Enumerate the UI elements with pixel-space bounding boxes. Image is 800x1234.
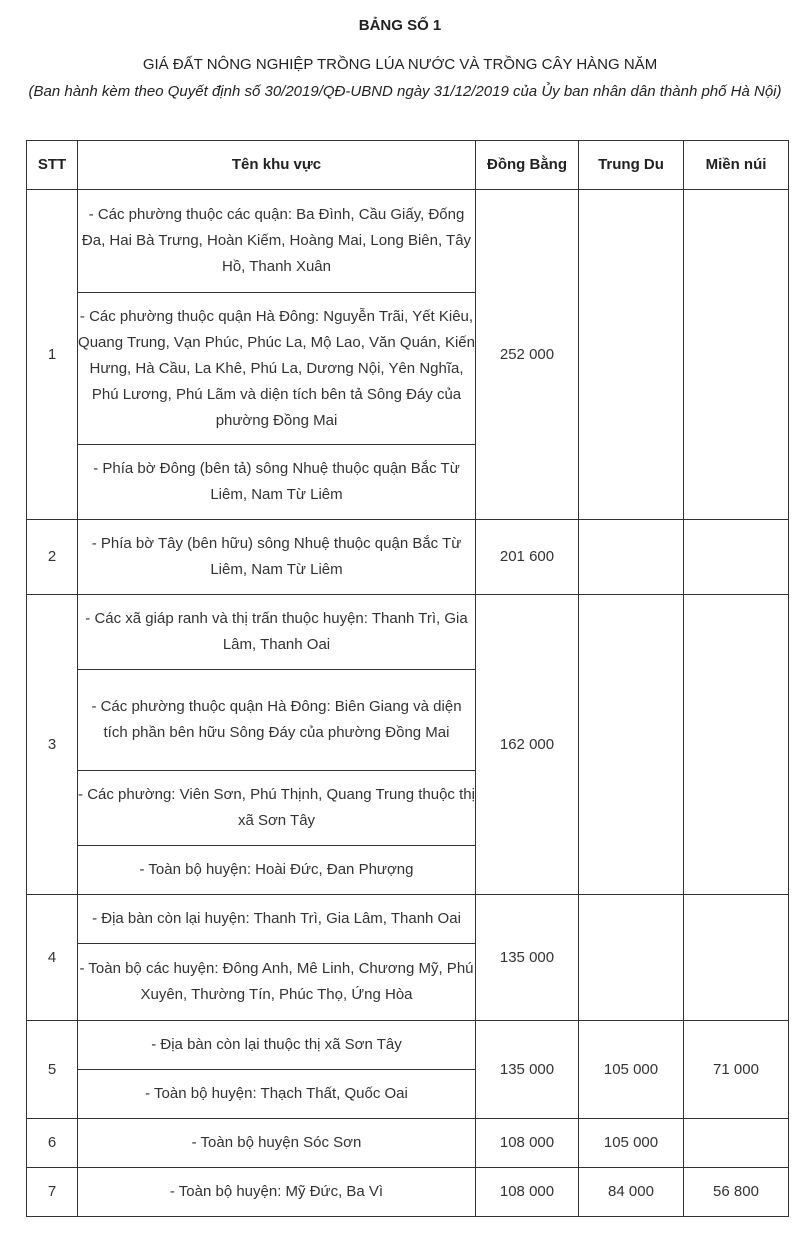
area-cell: - Toàn bộ huyện: Hoài Đức, Đan Phượng (78, 846, 476, 895)
table-row (27, 1168, 789, 1217)
area-cell: - Phía bờ Tây (bên hữu) sông Nhuệ thuộc quận Bắc Từ Liêm, Nam Từ Liêm (78, 520, 476, 595)
column-header-trung-du: Trung Du (579, 141, 684, 190)
table-row (27, 1119, 789, 1168)
table-row (27, 1021, 789, 1070)
mien-nui-cell: 71 000 (684, 1021, 789, 1119)
stt-cell: 7 (27, 1168, 78, 1217)
column-header-area: Tên khu vực (78, 141, 476, 190)
mien-nui-cell (684, 1119, 789, 1168)
trung-du-cell (579, 520, 684, 595)
area-cell: - Các phường thuộc các quận: Ba Đình, Cầu Giấy, Đống Đa, Hai Bà Trưng, Hoàn Kiếm, Hoàng Mai, Long Biên, Tây Hồ, Thanh Xuân (78, 190, 476, 293)
dong-bang-cell: 162 000 (476, 595, 579, 895)
area-cell: - Địa bàn còn lại huyện: Thanh Trì, Gia Lâm, Thanh Oai (78, 895, 476, 944)
stt-cell: 4 (27, 895, 78, 1021)
stt-cell: 3 (27, 595, 78, 895)
area-cell: - Toàn bộ huyện Sóc Sơn (78, 1119, 476, 1168)
trung-du-cell: 84 000 (579, 1168, 684, 1217)
area-cell: - Địa bàn còn lại thuộc thị xã Sơn Tây (78, 1021, 476, 1070)
dong-bang-cell: 108 000 (476, 1168, 579, 1217)
mien-nui-cell (684, 190, 789, 520)
area-cell: - Các phường thuộc quận Hà Đông: Nguyễn Trãi, Yết Kiêu, Quang Trung, Vạn Phúc, Phúc La, Mộ Lao, Văn Quán, Kiến Hưng, Hà Cầu, La Khê, Phú La, Dương Nội, Yên Nghĩa, Phú Lương, Phú Lãm và diện tích bên tả Sông Đáy của phường Đồng Mai (78, 293, 476, 445)
stt-cell: 2 (27, 520, 78, 595)
stt-cell: 5 (27, 1021, 78, 1119)
table-row (27, 895, 789, 944)
table-row (27, 595, 789, 670)
stt-cell: 1 (27, 190, 78, 520)
trung-du-cell (579, 190, 684, 520)
dong-bang-cell: 201 600 (476, 520, 579, 595)
trung-du-cell (579, 895, 684, 1021)
trung-du-cell: 105 000 (579, 1021, 684, 1119)
area-cell: - Toàn bộ huyện: Thạch Thất, Quốc Oai (78, 1070, 476, 1119)
area-cell: - Các phường: Viên Sơn, Phú Thịnh, Quang Trung thuộc thị xã Sơn Tây (78, 771, 476, 846)
table-header-row (27, 141, 789, 190)
table-subtitle: GIÁ ĐẤT NÔNG NGHIỆP TRỒNG LÚA NƯỚC VÀ TRỒNG CÂY HÀNG NĂM (142, 56, 658, 73)
mien-nui-cell (684, 895, 789, 1021)
column-header-dong-bang: Đồng Bằng (476, 141, 579, 190)
issuance-note: (Ban hành kèm theo Quyết định số 30/2019/QĐ-UBND ngày 31/12/2019 của Ủy ban nhân dân thành phố Hà Nội) (28, 83, 782, 100)
area-cell: - Toàn bộ các huyện: Đông Anh, Mê Linh, Chương Mỹ, Phú Xuyên, Thường Tín, Phúc Thọ, Ứng Hòa (78, 944, 476, 1021)
land-price-table (26, 140, 789, 1217)
table-row (27, 520, 789, 595)
trung-du-cell (579, 595, 684, 895)
table-title: BẢNG SỐ 1 (358, 17, 442, 34)
mien-nui-cell (684, 595, 789, 895)
mien-nui-cell: 56 800 (684, 1168, 789, 1217)
trung-du-cell: 105 000 (579, 1119, 684, 1168)
column-header-mien-nui: Miền núi (684, 141, 789, 190)
area-cell: - Toàn bộ huyện: Mỹ Đức, Ba Vì (78, 1168, 476, 1217)
mien-nui-cell (684, 520, 789, 595)
column-header-stt: STT (27, 141, 78, 190)
stt-cell: 6 (27, 1119, 78, 1168)
dong-bang-cell: 135 000 (476, 1021, 579, 1119)
dong-bang-cell: 135 000 (476, 895, 579, 1021)
table-row (27, 190, 789, 293)
area-cell: - Các phường thuộc quận Hà Đông: Biên Giang và diện tích phần bên hữu Sông Đáy của phường Đồng Mai (78, 670, 476, 771)
dong-bang-cell: 108 000 (476, 1119, 579, 1168)
area-cell: - Phía bờ Đông (bên tả) sông Nhuệ thuộc quận Bắc Từ Liêm, Nam Từ Liêm (78, 445, 476, 520)
dong-bang-cell: 252 000 (476, 190, 579, 520)
area-cell: - Các xã giáp ranh và thị trấn thuộc huyện: Thanh Trì, Gia Lâm, Thanh Oai (78, 595, 476, 670)
